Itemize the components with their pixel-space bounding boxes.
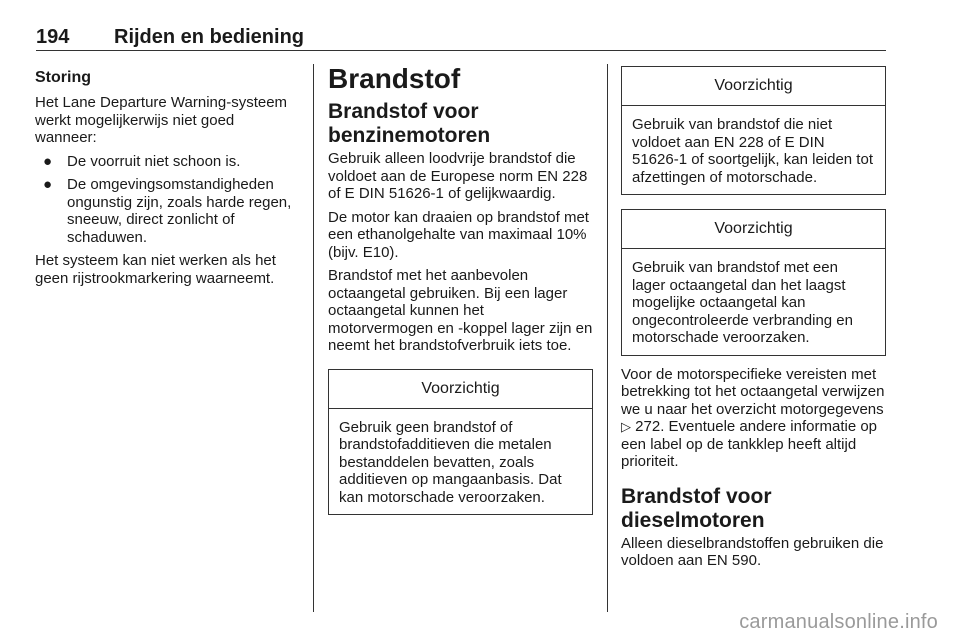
list-item: ● De voorruit niet schoon is. (43, 152, 241, 170)
caution-body: Gebruik van brandstof die niet voldoet aan EN 228 of E DIN 51626-1 of soortgelijk, kan leiden tot afzettingen of motorschade. (632, 116, 873, 186)
chapter-title: Rijden en bediening (114, 26, 305, 48)
caution-box (328, 369, 593, 516)
body-paragraph: Alleen dieselbrandstoffen gebruiken die voldoen aan EN 590. (621, 534, 884, 569)
caution-title: Voorzichtig (622, 210, 885, 249)
column-left (35, 64, 300, 293)
page-header (36, 26, 886, 51)
caution-title: Voorzichtig (329, 370, 592, 409)
column-middle (328, 64, 593, 525)
list-item: ● De omgevingsomstandigheden ongunstig zijn, zoals harde regen, sneeuw, direct zonlicht of schaduwen. (43, 176, 292, 246)
page-reference-icon: ▷ (621, 419, 631, 434)
page-reference-link[interactable]: 272 (635, 418, 661, 435)
caution-title: Voorzichtig (622, 67, 885, 106)
body-paragraph: Gebruik alleen loodvrije brandstof die voldoet aan de Europese norm EN 228 of E DIN 51626-1 of gelijkwaardig. (328, 150, 588, 202)
section-heading-storing: Storing (35, 69, 91, 86)
column-divider (313, 64, 314, 612)
column-right (621, 64, 886, 576)
column-divider (607, 64, 608, 612)
watermark: carmanualsonline.info (739, 611, 938, 633)
bullet-icon: ● (43, 176, 53, 193)
caution-box (621, 209, 886, 356)
section-title-brandstof: Brandstof (328, 63, 461, 94)
caution-box (621, 66, 886, 195)
bullet-icon: ● (43, 152, 53, 170)
condition-list (35, 153, 300, 247)
closing-paragraph: Het systeem kan niet werken als het geen rijstrookmarkering waarneemt. (35, 252, 276, 287)
subsection-title-diesel: Brandstof voor dieselmotoren (621, 484, 772, 532)
intro-paragraph: Het Lane Departure Warning-systeem werkt mogelijkerwijs niet goed wanneer: (35, 94, 288, 146)
caution-body: Gebruik van brandstof met een lager octaangetal dan het laagst mogelijke octaangetal kan ongecontroleerde verbranding en motorschade veroorzaken. (632, 259, 853, 346)
caution-body: Gebruik geen brandstof of brandstofadditieven die metalen bestanddelen bevatten, zoals additieven op mangaanbasis. Dat kan motorschade veroorzaken. (339, 418, 562, 506)
page-number: 194 (36, 26, 70, 48)
octane-reference-paragraph: Voor de motorspecifieke vereisten met betrekking tot het octaangetal verwijzen we u naar het overzicht motorgegevens ▷ 272. Eventuele andere informatie op een label op de tankklep heeft altijd prioriteit. (621, 365, 885, 470)
body-paragraph: De motor kan draaien op brandstof met een ethanolgehalte van maximaal 10% (bijv. E10). (328, 208, 589, 261)
subsection-title-benzine: Brandstof voor benzinemotoren (328, 100, 491, 147)
body-paragraph: Brandstof met het aanbevolen octaangetal gebruiken. Bij een lager octaangetal kunnen het motorvermogen en -koppel lager zijn en neemt het brandstofverbruik iets toe. (328, 267, 593, 354)
